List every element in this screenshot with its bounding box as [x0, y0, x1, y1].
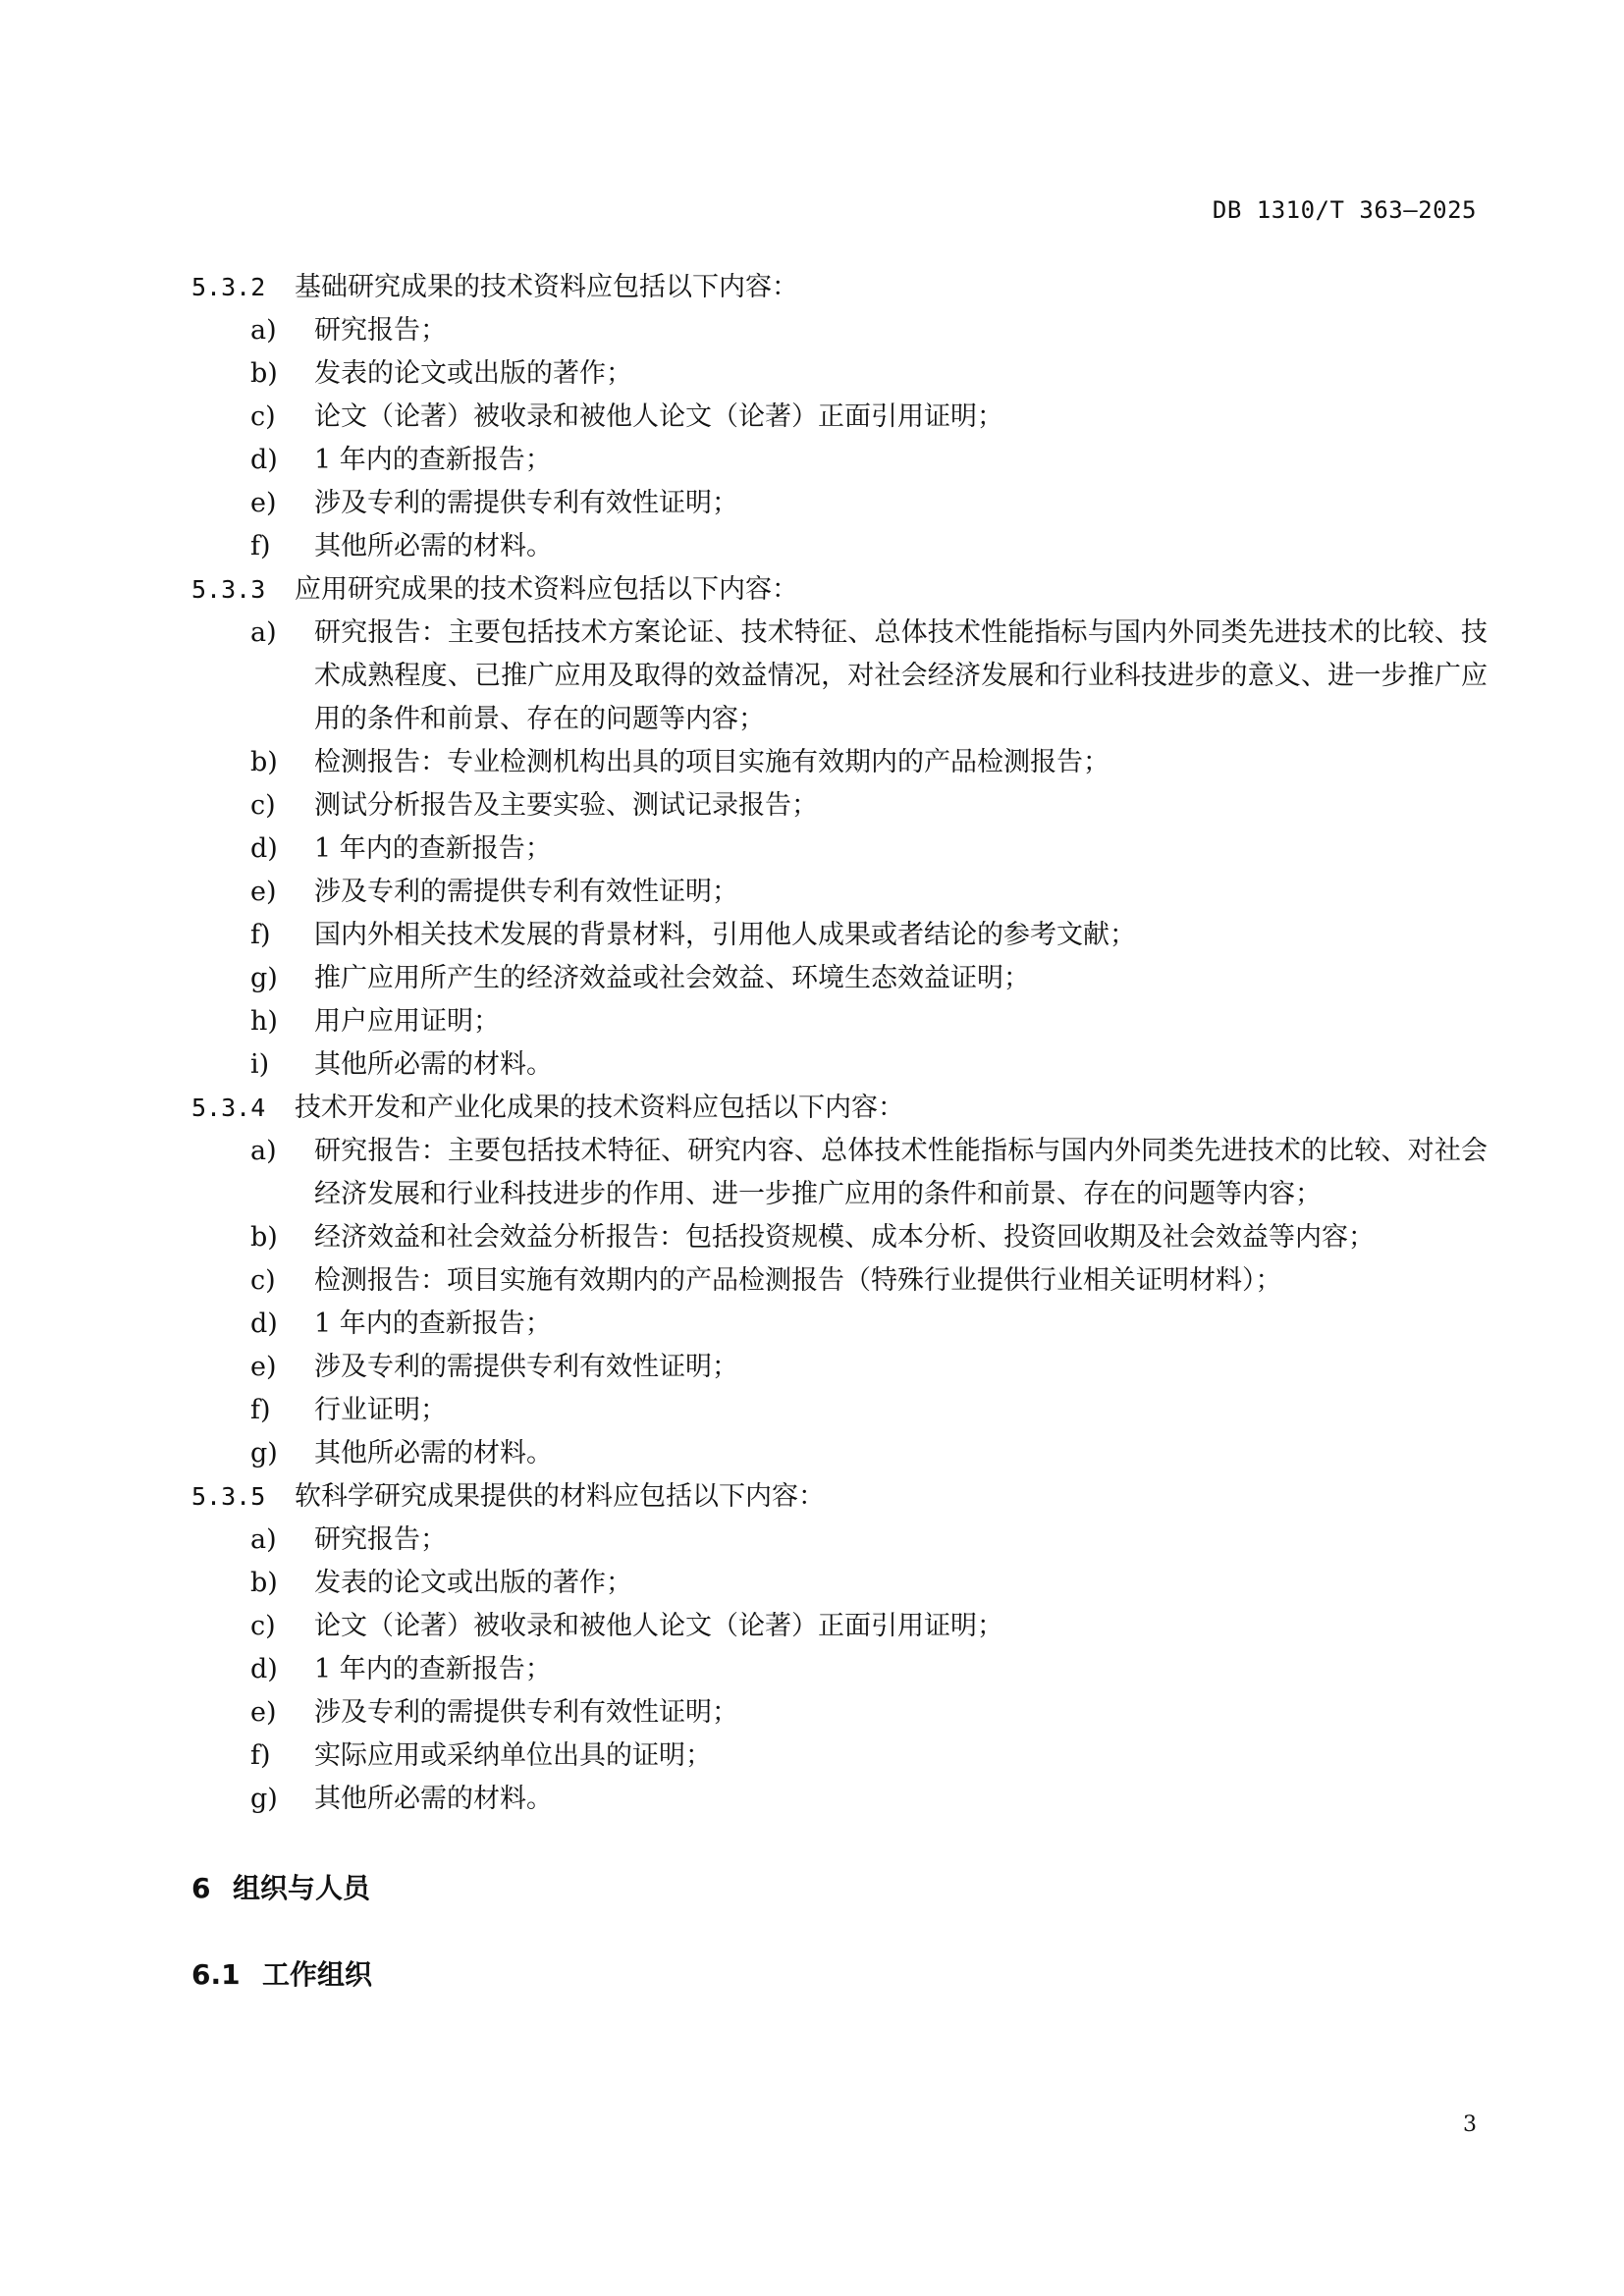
- item-text: 其他所必需的材料。: [314, 531, 553, 561]
- list-item: [191, 741, 1488, 784]
- item-marker: h): [250, 1006, 278, 1037]
- section-heading: [191, 1087, 1488, 1130]
- item-marker: b): [250, 358, 278, 389]
- list-item: [191, 1432, 1488, 1475]
- item-marker: c): [250, 1265, 276, 1296]
- item-marker: f): [250, 531, 271, 561]
- list-item: [191, 1605, 1488, 1648]
- section-number: 5.3.5: [191, 1482, 266, 1511]
- item-text: 其他所必需的材料。: [314, 1784, 553, 1814]
- list-item: [191, 1259, 1488, 1303]
- page-number: 3: [1463, 2112, 1477, 2137]
- list-item: [191, 1778, 1488, 1821]
- list-item: [191, 1519, 1488, 1562]
- item-marker: b): [250, 747, 278, 777]
- item-text: 涉及专利的需提供专利有效性证明；: [314, 488, 738, 518]
- section-number: 5.3.2: [191, 273, 266, 301]
- item-text: 用户应用证明；: [314, 1006, 500, 1037]
- list-item: [191, 525, 1488, 568]
- item-text: 行业证明；: [314, 1395, 447, 1425]
- list-item: [191, 1000, 1488, 1043]
- chapter-heading: [191, 1867, 1488, 1910]
- list-item: [191, 1303, 1488, 1346]
- item-text: 经济效益和社会效益分析报告：包括投资规模、成本分析、投资回收期及社会效益等内容；: [314, 1222, 1375, 1253]
- list-item: [191, 1691, 1488, 1735]
- section-5-3-4: [191, 1087, 1488, 1475]
- item-text: 其他所必需的材料。: [314, 1438, 553, 1468]
- item-marker: e): [250, 877, 277, 907]
- section-number: 5.3.4: [191, 1094, 266, 1122]
- list-item: [191, 1562, 1488, 1605]
- item-marker: f): [250, 920, 271, 950]
- item-marker: d): [250, 833, 278, 864]
- list-item: [191, 828, 1488, 871]
- item-text: 国内外相关技术发展的背景材料，引用他人成果或者结论的参考文献；: [314, 920, 1136, 950]
- item-text: 研究报告；: [314, 315, 447, 346]
- item-marker: e): [250, 1697, 277, 1728]
- section-5-3-2: [191, 266, 1488, 568]
- item-text: 涉及专利的需提供专利有效性证明；: [314, 877, 738, 907]
- section-heading: [191, 568, 1488, 612]
- list-item: [191, 439, 1488, 482]
- list-item: [191, 1389, 1488, 1432]
- list-item: [191, 1216, 1488, 1259]
- item-marker: d): [250, 1308, 278, 1339]
- item-text: 研究报告：主要包括技术方案论证、技术特征、总体技术性能指标与国内外同类先进技术的比较、技术成熟程度、已推广应用及取得的效益情况，对社会经济发展和行业科技进步的意义、进一步推广应用的条件和前景、存在的问题等内容；: [314, 617, 1488, 734]
- item-marker: b): [250, 1568, 278, 1598]
- item-text: 发表的论文或出版的著作；: [314, 1568, 632, 1598]
- list-item: [191, 1648, 1488, 1691]
- item-text: 1 年内的查新报告；: [314, 833, 552, 864]
- list-item: [191, 1043, 1488, 1087]
- item-text: 1 年内的查新报告；: [314, 1654, 552, 1684]
- item-marker: e): [250, 488, 277, 518]
- item-text: 论文（论著）被收录和被他人论文（论著）正面引用证明；: [314, 1611, 1003, 1641]
- section-heading: [191, 266, 1488, 309]
- subchapter-number: 6.1: [191, 1958, 241, 1991]
- item-marker: e): [250, 1352, 277, 1382]
- document-body: [191, 266, 1488, 1997]
- list-item: [191, 352, 1488, 396]
- chapter-title: 组织与人员: [233, 1872, 371, 1904]
- list-item: [191, 396, 1488, 439]
- list-item: [191, 1346, 1488, 1389]
- item-text: 检测报告：专业检测机构出具的项目实施有效期内的产品检测报告；: [314, 747, 1110, 777]
- item-marker: a): [250, 1524, 277, 1555]
- item-marker: i): [250, 1049, 270, 1080]
- list-item: [191, 309, 1488, 352]
- item-text: 涉及专利的需提供专利有效性证明；: [314, 1697, 738, 1728]
- section-number: 5.3.3: [191, 575, 266, 604]
- item-text: 1 年内的查新报告；: [314, 445, 552, 475]
- section-title: 基础研究成果的技术资料应包括以下内容：: [295, 272, 798, 302]
- chapter-number: 6: [191, 1872, 211, 1904]
- item-text: 推广应用所产生的经济效益或社会效益、环境生态效益证明；: [314, 963, 1030, 993]
- document-code: DB 1310/T 363—2025: [1212, 196, 1477, 224]
- list-item: [191, 957, 1488, 1000]
- list-item: [191, 1735, 1488, 1778]
- item-marker: a): [250, 315, 277, 346]
- item-marker: a): [250, 1136, 277, 1166]
- section-title: 应用研究成果的技术资料应包括以下内容：: [295, 574, 798, 605]
- item-marker: g): [250, 963, 278, 993]
- section-heading: [191, 1475, 1488, 1519]
- item-marker: a): [250, 617, 277, 648]
- list-item: [191, 914, 1488, 957]
- item-text: 发表的论文或出版的著作；: [314, 358, 632, 389]
- list-item: [191, 1130, 1488, 1216]
- item-marker: b): [250, 1222, 278, 1253]
- item-text: 其他所必需的材料。: [314, 1049, 553, 1080]
- item-text: 研究报告；: [314, 1524, 447, 1555]
- item-text: 测试分析报告及主要实验、测试记录报告；: [314, 790, 818, 821]
- section-title: 技术开发和产业化成果的技术资料应包括以下内容：: [295, 1093, 904, 1123]
- item-marker: f): [250, 1395, 271, 1425]
- item-marker: d): [250, 445, 278, 475]
- section-5-3-5: [191, 1475, 1488, 1821]
- item-marker: f): [250, 1740, 271, 1771]
- item-marker: g): [250, 1784, 278, 1814]
- subchapter-title: 工作组织: [262, 1958, 373, 1991]
- subchapter-heading: [191, 1953, 1488, 1997]
- list-item: [191, 871, 1488, 914]
- section-title: 软科学研究成果提供的材料应包括以下内容：: [295, 1481, 825, 1512]
- item-text: 检测报告：项目实施有效期内的产品检测报告（特殊行业提供行业相关证明材料）；: [314, 1265, 1282, 1296]
- item-text: 实际应用或采纳单位出具的证明；: [314, 1740, 712, 1771]
- list-item: [191, 612, 1488, 741]
- item-text: 研究报告：主要包括技术特征、研究内容、总体技术性能指标与国内外同类先进技术的比较、对社会经济发展和行业科技进步的作用、进一步推广应用的条件和前景、存在的问题等内容；: [314, 1136, 1488, 1209]
- item-marker: g): [250, 1438, 278, 1468]
- list-item: [191, 482, 1488, 525]
- item-marker: c): [250, 1611, 276, 1641]
- list-item: [191, 784, 1488, 828]
- item-text: 涉及专利的需提供专利有效性证明；: [314, 1352, 738, 1382]
- item-text: 1 年内的查新报告；: [314, 1308, 552, 1339]
- item-marker: d): [250, 1654, 278, 1684]
- section-5-3-3: [191, 568, 1488, 1087]
- item-text: 论文（论著）被收录和被他人论文（论著）正面引用证明；: [314, 401, 1003, 432]
- item-marker: c): [250, 401, 276, 432]
- item-marker: c): [250, 790, 276, 821]
